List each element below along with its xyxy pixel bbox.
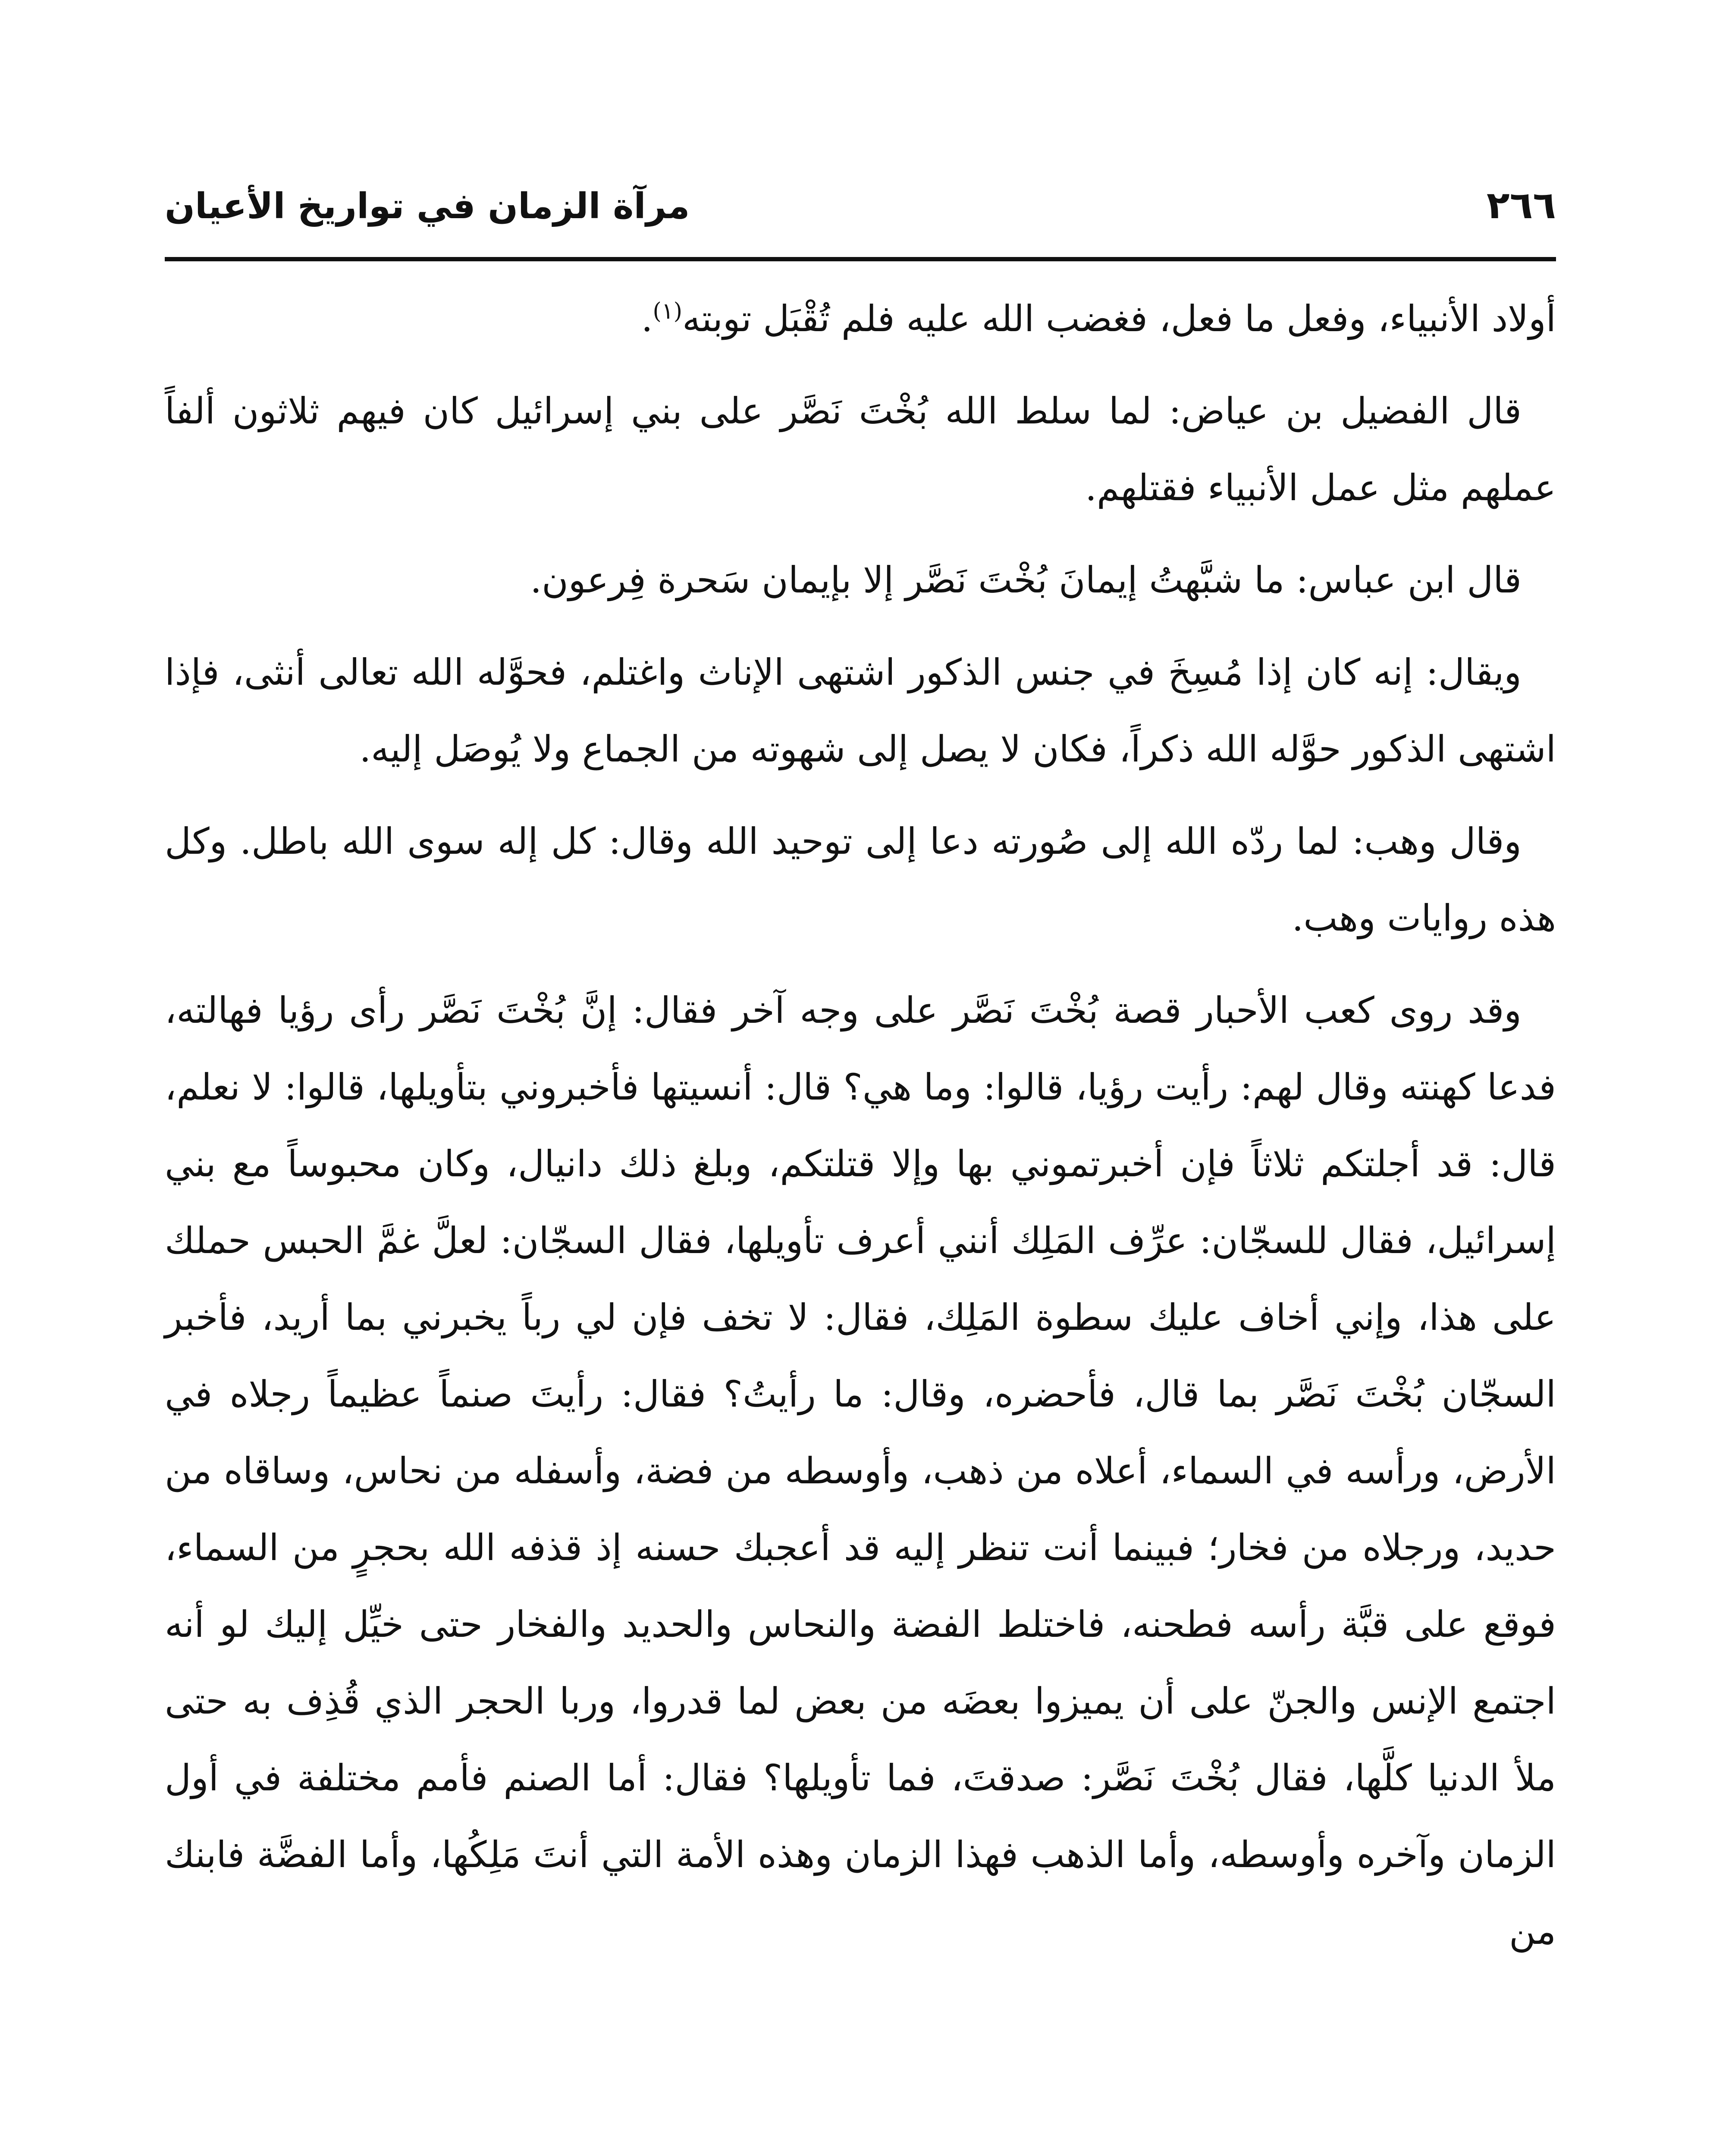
footnote-reference: (١) (653, 298, 683, 324)
paragraph-continuation (165, 280, 1556, 357)
running-title: مرآة الزمان في تواريخ الأعيان (165, 186, 690, 227)
paragraph: وقال وهب: لما ردّه الله إلى صُورته دعا إلى توحيد الله وقال: كل إله سوى الله باطل. وكل هذه روايات وهب. (165, 820, 1556, 939)
page-number: ٢٦٦ (1486, 183, 1556, 227)
paragraph-period: . (641, 298, 653, 340)
main-text (165, 280, 1556, 1970)
paragraph-text: أولاد الأنبياء، وفعل ما فعل، فغضب الله عليه فلم تُقْبَل توبته (682, 298, 1556, 340)
page-header (165, 155, 1556, 241)
paragraph: ويقال: إنه كان إذا مُسِخَ في جنس الذكور اشتهى الإناث واغتلم، فحوَّله الله تعالى أنثى، فإذا اشتهى الذكور حوَّله الله ذكراً، فكان لا يصل إلى شهوته من الجماع ولا يُوصَل إليه. (165, 651, 1556, 770)
header-rule (165, 257, 1556, 261)
paragraph: قال الفضيل بن عياض: لما سلط الله بُخْتَ نَصَّر على بني إسرائيل كان فيهم ثلاثون ألفاً عملهم مثل عمل الأنبياء فقتلهم. (165, 390, 1556, 509)
paragraph: قال ابن عباس: ما شبَّهتُ إيمانَ بُخْتَ نَصَّر إلا بإيمان سَحرة فِرعون. (530, 559, 1522, 601)
paragraph: وقد روى كعب الأحبار قصة بُخْتَ نَصَّر على وجه آخر فقال: إنَّ بُخْتَ نَصَّر رأى رؤيا فهالته، فدعا كهنته وقال لهم: رأيت رؤيا، قالوا: وما هي؟ قال: أنسيتها فأخبروني بتأويلها، قالوا: لا نعلم، قال: قد أجلتكم ثلاثاً فإن أخبرتموني بها وإلا قتلتكم، وبلغ ذلك دانيال، وكان محبوساً مع بني إسرائيل، فقال للسجّان: عرِّف المَلِك أنني أعرف تأويلها، فقال السجّان: لعلَّ غمَّ الحبس حملك على هذا، وإني أخاف عليك سطوة المَلِك، فقال: لا تخف فإن لي رباً يخبرني بما أريد، فأخبر السجّان بُخْتَ نَصَّر بما قال، فأحضره، وقال: ما رأيتُ؟ فقال: رأيتَ صنماً عظيماً رجلاه في الأرض، ورأسه في السماء، أعلاه من ذهب، وأوسطه من فضة، وأسفله من نحاس، وساقاه من حديد، ورجلاه من فخار؛ فبينما أنت تنظر إليه قد أعجبك حسنه إذ قذفه الله بحجرٍ من السماء، فوقع على قبَّة رأسه فطحنه، فاختلط الفضة والنحاس والحديد والفخار حتى خيِّل إليك لو أنه اجتمع الإنس والجنّ على أن يميزوا بعضَه من بعض لما قدروا، وربا الحجر الذي قُذِف به حتى ملأ الدنيا كلَّها، فقال بُخْتَ نَصَّر: صدقتَ، فما تأويلها؟ فقال: أما الصنم فأمم مختلفة في أول الزمان وآخره وأوسطه، وأما الذهب فهذا الزمان وهذه الأمة التي أنتَ مَلِكُها، وأما الفضَّة فابنك من (165, 989, 1556, 1952)
